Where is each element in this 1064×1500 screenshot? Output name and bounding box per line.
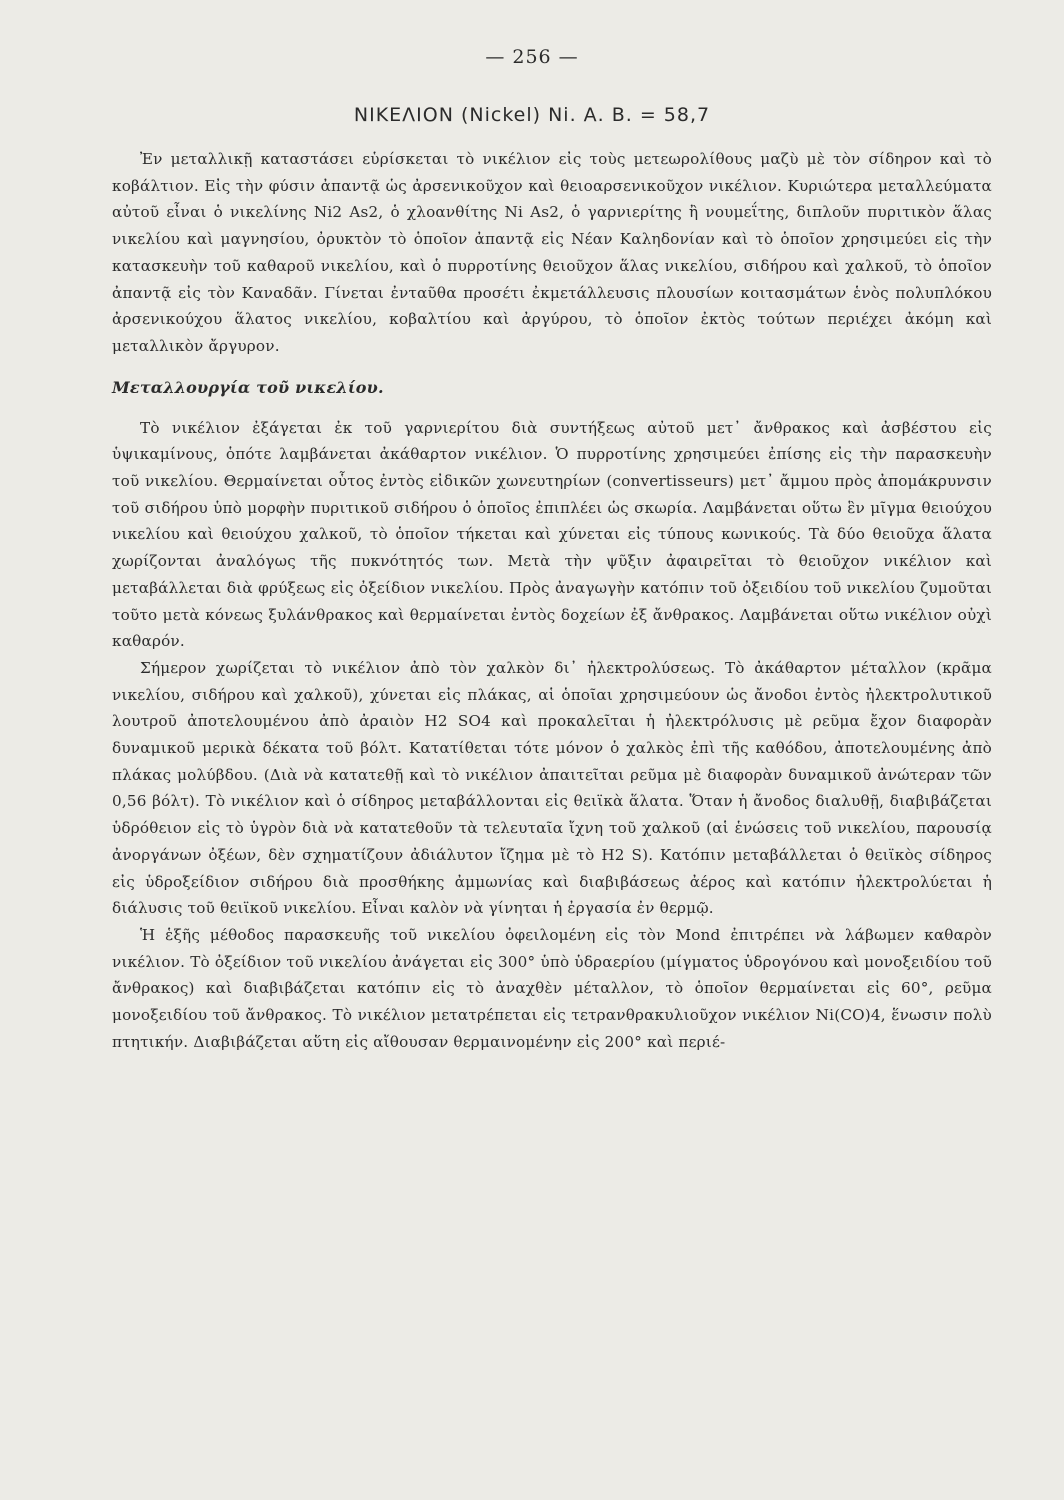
paragraph: Ἐν μεταλλικῇ καταστάσει εὑρίσκεται τὸ νικέλιον εἰς τοὺς μετεωρολίθους μαζὺ μὲ τὸν σίδηρον καὶ τὸ κοβάλτιον. Εἰς τὴν φύσιν ἀπαντᾷ ὡς ἀρσενικοῦχον καὶ θειοαρσενικοῦχον νικέλιον. Κυριώτερα μεταλλεύματα αὐτοῦ εἶναι ὁ νικελίνης Ni2 As2, ὁ χλοανθίτης Ni As2, ὁ γαρνιερίτης ἢ νουμεΐτης, διπλοῦν πυριτικὸν ἅλας νικελίου καὶ μαγνησίου, ὀρυκτὸν τὸ ὁποῖον ἀπαντᾷ εἰς Νέαν Καληδονίαν καὶ τὸ ὁποῖον χρησιμεύει εἰς τὴν κατασκευὴν τοῦ καθαροῦ νικελίου, καὶ ὁ πυρροτίνης θειοῦχον ἅλας νικελίου, σιδήρου καὶ χαλκοῦ, τὸ ὁποῖον ἀπαντᾷ εἰς τὸν Καναδᾶν. Γίνεται ἐνταῦθα προσέτι ἐκμετάλλευσις πλουσίων κοιτασμάτων ἑνὸς πολυπλόκου ἀρσενικούχου ἅλατος νικελίου, κοβαλτίου καὶ ἀργύρου, τὸ ὁποῖον ἐκτὸς τούτων περιέχει ἀκόμη καὶ μεταλλικὸν ἄργυρον. [112, 150, 992, 355]
paragraph: Ἡ ἑξῆς μέθοδος παρασκευῆς τοῦ νικελίου ὀφειλομένη εἰς τὸν Mond ἐπιτρέπει νὰ λάβωμεν καθαρὸν νικέλιον. Τὸ ὀξείδιον τοῦ νικελίου ἀνάγεται εἰς 300° ὑπὸ ὑδραερίου (μίγματος ὑδρογόνου καὶ μονοξειδίου τοῦ ἄνθρακος) καὶ διαβιβάζεται κατόπιν εἰς τὸ ἀναχθὲν μέταλλον, τὸ ὁποῖον θερμαίνεται εἰς 60°, ρεῦμα μονοξειδίου τοῦ ἄνθρακος. Τὸ νικέλιον μετατρέπεται εἰς τετρανθρακυλιοῦχον νικέλιον Ni(CO)4, ἕνωσιν πολὺ πτητικήν. Διαβιβάζεται αὕτη εἰς αἴθουσαν θερμαινομένην εἰς 200° καὶ περιέ- [112, 925, 992, 1051]
paragraph: Τὸ νικέλιον ἐξάγεται ἐκ τοῦ γαρνιερίτου διὰ συντήξεως αὐτοῦ μετ᾽ ἄνθρακος καὶ ἀσβέστου εἰς ὑψικαμίνους, ὁπότε λαμβάνεται ἀκάθαρτον νικέλιον. Ὁ πυρροτίνης χρησιμεύει ἐπίσης εἰς τὴν παρασκευὴν τοῦ νικελίου. Θερμαίνεται οὗτος ἐντὸς εἰδικῶν χωνευτηρίων (convertisseurs) μετ᾽ ἄμμου πρὸς ἀπομάκρυνσιν τοῦ σιδήρου ὑπὸ μορφὴν πυριτικοῦ σιδήρου ὁ ὁποῖος ἐπιπλέει ὡς σκωρία. Λαμβάνεται οὕτω ἓν μῖγμα θειούχου νικελίου καὶ θειούχου χαλκοῦ, τὸ ὁποῖον τήκεται καὶ χύνεται εἰς τύπους κωνικούς. Τὰ δύο θειοῦχα ἅλατα χωρίζονται ἀναλόγως τῆς πυκνότητός των. Μετὰ τὴν ψῦξιν ἀφαιρεῖται τὸ θειοῦχον νικέλιον καὶ μεταβάλλεται διὰ φρύξεως εἰς ὀξείδιον νικελίου. Πρὸς ἀναγωγὴν κατόπιν τοῦ ὀξειδίου τοῦ νικελίου ζυμοῦται τοῦτο μετὰ κόνεως ξυλάνθρακος καὶ θερμαίνεται ἐντὸς δοχείων ἐξ ἄνθρακος. Λαμβάνεται οὕτω νικέλιον οὐχὶ καθαρόν. [112, 418, 992, 651]
section-heading: Μεταλλουργία τοῦ νικελίου. [112, 377, 384, 397]
page-number: — 256 — [485, 46, 579, 68]
paragraph: Σήμερον χωρίζεται τὸ νικέλιον ἀπὸ τὸν χαλκὸν δι᾽ ἠλεκτρολύσεως. Τὸ ἀκάθαρτον μέταλλον (κρᾶμα νικελίου, σιδήρου καὶ χαλκοῦ), χύνεται εἰς πλάκας, αἱ ὁποῖαι χρησιμεύουν ὡς ἄνοδοι ἐντὸς ἠλεκτρολυτικοῦ λουτροῦ ἀποτελουμένου ἀπὸ ἀραιὸν H2 SO4 καὶ προκαλεῖται ἡ ἠλεκτρόλυσις μὲ ρεῦμα ἔχον διαφορὰν δυναμικοῦ μερικὰ δέκατα τοῦ βόλτ. Κατατίθεται τότε μόνον ὁ χαλκὸς ἐπὶ τῆς καθόδου, ἀποτελουμένης ἀπὸ πλάκας μολύβδου. (Διὰ νὰ κατατεθῇ καὶ τὸ νικέλιον ἀπαιτεῖται ρεῦμα μὲ διαφορὰν δυναμικοῦ ἀνώτεραν τῶν 0,56 βόλτ). Τὸ νικέλιον καὶ ὁ σίδηρος μεταβάλλονται εἰς θειϊκὰ ἅλατα. Ὅταν ἡ ἄνοδος διαλυθῇ, διαβιβάζεται ὑδρόθειον εἰς τὸ ὑγρὸν διὰ νὰ κατατεθοῦν τὰ τελευταῖα ἴχνη τοῦ χαλκοῦ (αἱ ἑνώσεις τοῦ νικελίου, παρουσίᾳ ἀνοργάνων ὀξέων, δὲν σχηματίζουν ἀδιάλυτον ἴζημα μὲ τὸ H2 S). Κατόπιν μεταβάλλεται ὁ θειϊκὸς σίδηρος εἰς ὑδροξείδιον σιδήρου διὰ προσθήκης ἀμμωνίας καὶ διαβιβάσεως ἀέρος καὶ κατόπιν ἠλεκτρολύεται ἡ διάλυσις τοῦ θειϊκοῦ νικελίου. Εἶναι καλὸν νὰ γίνηται ἡ ἐργασία ἐν θερμῷ. [112, 658, 992, 918]
page-title: ΝΙΚΕΛΙΟΝ (Nickel) Ni. Α. Β. = 58,7 [353, 104, 711, 126]
text-body [112, 146, 992, 1056]
